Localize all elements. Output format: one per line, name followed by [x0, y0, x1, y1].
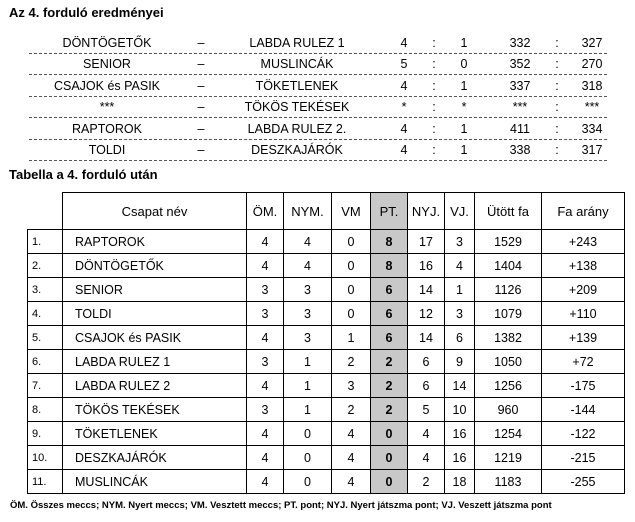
lost-matches-cell: 2 — [332, 350, 371, 374]
home-team: CSAJOK és PASIK — [53, 79, 161, 93]
standings-row — [28, 326, 625, 350]
points-cell: 6 — [371, 326, 408, 350]
away-team: MUSLINCÁK — [260, 57, 334, 71]
home-team: SENIOR — [83, 57, 131, 71]
lost-matches-cell: 4 — [332, 422, 371, 446]
result-row — [29, 118, 607, 140]
lost-games-cell: 18 — [445, 470, 475, 494]
standings-title: Tabella a 4. forduló után — [9, 167, 158, 182]
lost-games-cell: 4 — [445, 254, 475, 278]
lost-games-cell: 16 — [445, 422, 475, 446]
won-games-cell: 6 — [408, 350, 445, 374]
points-cell: 6 — [371, 278, 408, 302]
points-cell: 2 — [371, 398, 408, 422]
pins-colon: : — [555, 57, 559, 71]
lost-matches-cell: 4 — [332, 470, 371, 494]
total-matches-cell: 4 — [247, 326, 284, 350]
away-pins: *** — [584, 100, 600, 114]
pins-hit-cell: 1254 — [475, 422, 542, 446]
points-cell: 0 — [371, 470, 408, 494]
match-colon: : — [432, 100, 436, 114]
lost-matches-cell: 2 — [332, 398, 371, 422]
pin-ratio-cell: +139 — [542, 326, 625, 350]
won-games-cell: 17 — [408, 230, 445, 254]
header-pin-ratio: Fa arány — [542, 193, 625, 230]
rank-cell: 6. — [28, 350, 63, 374]
pins-hit-cell: 1126 — [475, 278, 542, 302]
won-matches-cell: 3 — [284, 278, 332, 302]
separator-dash: – — [197, 100, 205, 114]
total-matches-cell: 4 — [247, 254, 284, 278]
header-lost-games: VJ. — [445, 193, 475, 230]
pins-colon: : — [555, 100, 559, 114]
pin-ratio-cell: +110 — [542, 302, 625, 326]
pins-hit-cell: 1382 — [475, 326, 542, 350]
match-colon: : — [432, 79, 436, 93]
won-matches-cell: 4 — [284, 254, 332, 278]
home-matches: 4 — [400, 79, 408, 93]
team-name-cell: MUSLINCÁK — [63, 470, 247, 494]
lost-matches-cell: 4 — [332, 446, 371, 470]
away-pins: 334 — [581, 122, 603, 136]
home-pins: 332 — [509, 36, 531, 50]
standings-row — [28, 422, 625, 446]
away-team: DESZKAJÁRÓK — [251, 143, 343, 157]
won-games-cell: 14 — [408, 278, 445, 302]
won-matches-cell: 3 — [284, 302, 332, 326]
lost-games-cell: 9 — [445, 350, 475, 374]
away-pins: 327 — [581, 36, 603, 50]
team-name-cell: TÖKETLENEK — [63, 422, 247, 446]
lost-games-cell: 14 — [445, 374, 475, 398]
team-name-cell: CSAJOK és PASIK — [63, 326, 247, 350]
pins-hit-cell: 1219 — [475, 446, 542, 470]
pin-ratio-cell: +72 — [542, 350, 625, 374]
pin-ratio-cell: -215 — [542, 446, 625, 470]
result-row — [29, 96, 607, 118]
separator-dash: – — [197, 122, 205, 136]
separator-dash: – — [197, 143, 205, 157]
points-cell: 6 — [371, 302, 408, 326]
away-matches: * — [461, 100, 467, 114]
match-colon: : — [432, 36, 436, 50]
result-row — [29, 75, 607, 97]
header-won-matches: NYM. — [284, 193, 332, 230]
won-games-cell: 12 — [408, 302, 445, 326]
pins-hit-cell: 960 — [475, 398, 542, 422]
standings-row — [28, 446, 625, 470]
match-colon: : — [432, 57, 436, 71]
won-matches-cell: 1 — [284, 374, 332, 398]
pins-hit-cell: 1183 — [475, 470, 542, 494]
rank-cell: 8. — [28, 398, 63, 422]
pin-ratio-cell: -122 — [542, 422, 625, 446]
header-won-games: NYJ. — [408, 193, 445, 230]
rank-cell: 4. — [28, 302, 63, 326]
pins-hit-cell: 1404 — [475, 254, 542, 278]
won-matches-cell: 0 — [284, 422, 332, 446]
away-team: LABDA RULEZ 2. — [247, 122, 347, 136]
standings-row — [28, 302, 625, 326]
separator-dash: – — [197, 57, 205, 71]
header-pins-hit: Ütött fa — [475, 193, 542, 230]
team-name-cell: RAPTOROK — [63, 230, 247, 254]
pin-ratio-cell: -144 — [542, 398, 625, 422]
standings-row — [28, 398, 625, 422]
total-matches-cell: 3 — [247, 398, 284, 422]
pin-ratio-cell: -255 — [542, 470, 625, 494]
points-cell: 2 — [371, 374, 408, 398]
won-games-cell: 4 — [408, 446, 445, 470]
home-matches: * — [401, 100, 407, 114]
home-team: RAPTOROK — [72, 122, 142, 136]
rank-cell: 1. — [28, 230, 63, 254]
won-matches-cell: 1 — [284, 350, 332, 374]
lost-matches-cell: 0 — [332, 302, 371, 326]
home-pins: *** — [512, 100, 528, 114]
lost-games-cell: 6 — [445, 326, 475, 350]
away-pins: 270 — [581, 57, 603, 71]
won-games-cell: 4 — [408, 422, 445, 446]
home-pins: 338 — [509, 143, 531, 157]
away-matches: 1 — [460, 143, 468, 157]
lost-matches-cell: 1 — [332, 326, 371, 350]
standings-row — [28, 374, 625, 398]
rank-cell: 11. — [28, 470, 63, 494]
total-matches-cell: 3 — [247, 278, 284, 302]
team-name-cell: TOLDI — [63, 302, 247, 326]
away-team: TÖKETLENEK — [255, 79, 339, 93]
pins-colon: : — [555, 143, 559, 157]
rank-cell: 5. — [28, 326, 63, 350]
points-cell: 8 — [371, 230, 408, 254]
pins-hit-cell: 1256 — [475, 374, 542, 398]
away-pins: 318 — [581, 79, 603, 93]
standings-row — [28, 254, 625, 278]
won-games-cell: 6 — [408, 374, 445, 398]
standings-row — [28, 350, 625, 374]
standings-row — [28, 278, 625, 302]
lost-matches-cell: 0 — [332, 278, 371, 302]
lost-games-cell: 3 — [445, 230, 475, 254]
pins-hit-cell: 1529 — [475, 230, 542, 254]
lost-games-cell: 16 — [445, 446, 475, 470]
won-matches-cell: 4 — [284, 230, 332, 254]
home-matches: 4 — [400, 143, 408, 157]
won-games-cell: 2 — [408, 470, 445, 494]
home-pins: 352 — [509, 57, 531, 71]
pin-ratio-cell: -175 — [542, 374, 625, 398]
away-matches: 1 — [460, 79, 468, 93]
points-cell: 0 — [371, 446, 408, 470]
result-row — [29, 53, 607, 75]
team-name-cell: LABDA RULEZ 1 — [63, 350, 247, 374]
separator-dash: – — [197, 36, 205, 50]
standings-row — [28, 470, 625, 494]
home-team: DÖNTÖGETŐK — [62, 36, 152, 50]
pins-colon: : — [555, 122, 559, 136]
legend-footnote: ÖM. Összes meccs; NYM. Nyert meccs; VM. Vesztett meccs; PT. pont; NYJ. Nyert játszma pont; VJ. Veszett játszma pont — [10, 500, 552, 511]
result-row — [29, 139, 607, 161]
home-team: *** — [99, 100, 115, 114]
pin-ratio-cell: +209 — [542, 278, 625, 302]
pins-hit-cell: 1079 — [475, 302, 542, 326]
match-colon: : — [432, 122, 436, 136]
home-matches: 5 — [400, 57, 408, 71]
result-row — [29, 32, 607, 54]
separator-dash: – — [197, 79, 205, 93]
won-matches-cell: 0 — [284, 470, 332, 494]
rank-cell: 7. — [28, 374, 63, 398]
total-matches-cell: 4 — [247, 230, 284, 254]
lost-matches-cell: 0 — [332, 230, 371, 254]
header-total-matches: ÖM. — [247, 193, 284, 230]
away-team: LABDA RULEZ 1 — [249, 36, 345, 50]
standings-header-row — [28, 193, 625, 230]
away-team: TÖKÖS TEKÉSEK — [244, 100, 350, 114]
pins-hit-cell: 1050 — [475, 350, 542, 374]
standings-row — [28, 230, 625, 254]
rank-cell: 2. — [28, 254, 63, 278]
rank-cell: 10. — [28, 446, 63, 470]
won-games-cell: 16 — [408, 254, 445, 278]
won-games-cell: 5 — [408, 398, 445, 422]
total-matches-cell: 4 — [247, 470, 284, 494]
home-pins: 411 — [510, 122, 530, 136]
team-name-cell: DESZKAJÁRÓK — [63, 446, 247, 470]
total-matches-cell: 4 — [247, 422, 284, 446]
home-matches: 4 — [400, 122, 408, 136]
header-blank-cell — [28, 193, 63, 230]
away-pins: 317 — [581, 143, 603, 157]
pins-colon: : — [555, 36, 559, 50]
match-colon: : — [432, 143, 436, 157]
won-matches-cell: 1 — [284, 398, 332, 422]
home-pins: 337 — [509, 79, 531, 93]
home-matches: 4 — [400, 36, 408, 50]
results-title: Az 4. forduló eredményei — [9, 5, 164, 20]
pins-colon: : — [555, 79, 559, 93]
points-cell: 2 — [371, 350, 408, 374]
lost-games-cell: 1 — [445, 278, 475, 302]
header-team-name: Csapat név — [63, 193, 247, 230]
total-matches-cell: 4 — [247, 446, 284, 470]
won-matches-cell: 3 — [284, 326, 332, 350]
rank-cell: 3. — [28, 278, 63, 302]
away-matches: 1 — [460, 122, 468, 136]
team-name-cell: DÖNTÖGETŐK — [63, 254, 247, 278]
total-matches-cell: 4 — [247, 374, 284, 398]
won-matches-cell: 0 — [284, 446, 332, 470]
home-team: TOLDI — [88, 143, 126, 157]
header-lost-matches: VM — [332, 193, 371, 230]
away-matches: 0 — [460, 57, 468, 71]
team-name-cell: TÖKÖS TEKÉSEK — [63, 398, 247, 422]
total-matches-cell: 3 — [247, 302, 284, 326]
pin-ratio-cell: +243 — [542, 230, 625, 254]
rank-cell: 9. — [28, 422, 63, 446]
won-games-cell: 14 — [408, 326, 445, 350]
team-name-cell: LABDA RULEZ 2 — [63, 374, 247, 398]
away-matches: 1 — [460, 36, 468, 50]
team-name-cell: SENIOR — [63, 278, 247, 302]
header-points: PT. — [371, 193, 408, 230]
lost-games-cell: 3 — [445, 302, 475, 326]
pin-ratio-cell: +138 — [542, 254, 625, 278]
lost-games-cell: 10 — [445, 398, 475, 422]
points-cell: 8 — [371, 254, 408, 278]
total-matches-cell: 3 — [247, 350, 284, 374]
standings-table — [27, 192, 625, 494]
lost-matches-cell: 0 — [332, 254, 371, 278]
points-cell: 0 — [371, 422, 408, 446]
lost-matches-cell: 3 — [332, 374, 371, 398]
